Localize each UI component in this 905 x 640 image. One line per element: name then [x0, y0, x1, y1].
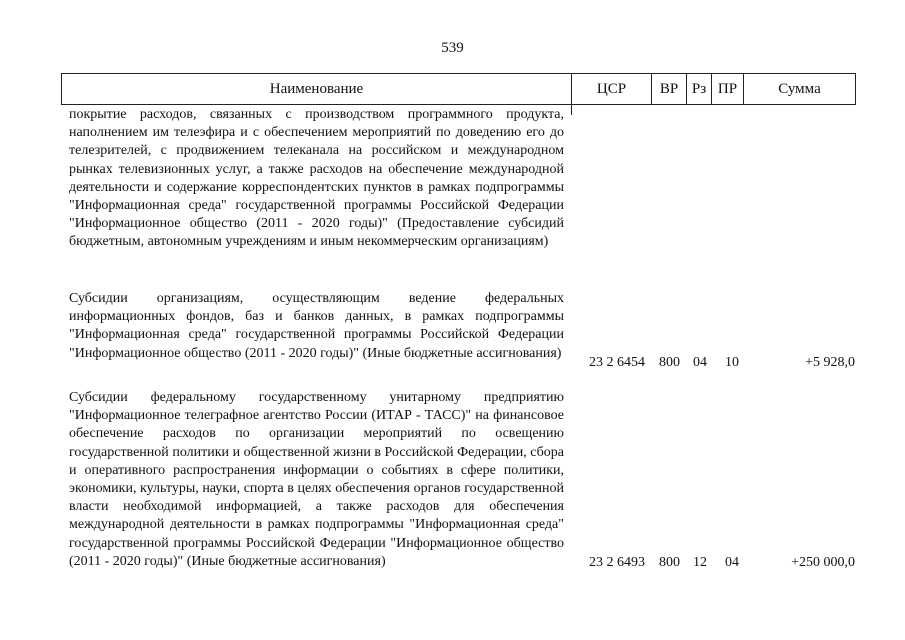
row-pr: 04	[725, 555, 739, 570]
column-divider	[571, 105, 572, 115]
row-name: покрытие расходов, связанных с производством программного продукта, наполнением им телеэфира и с обеспечением мероприятий по доведению его до телезрителей, с продвижением телеканала на российском и международном рынках телевизионных услуг, а также расходов на обеспечение международной деятельности и содержание корреспондентских пунктов в рамках подпрограммы "Информационная среда" государственной программы Российской Федерации "Информационное общество (2011 - 2020 годы)" (Предоставление субсидий бюджетным, автономным учреждениям и иным некоммерческим организациям)	[69, 107, 564, 250]
row-vr: 800	[659, 555, 680, 570]
header-name: Наименование	[62, 74, 572, 104]
header-sum: Сумма	[778, 81, 821, 97]
row-sum: +250 000,0	[791, 555, 855, 570]
table-row	[69, 106, 564, 252]
row-csr: 23 2 6493	[589, 555, 645, 570]
row-rz: 04	[693, 355, 707, 370]
header-csr: ЦСР	[572, 74, 652, 104]
table-header	[61, 73, 856, 105]
row-rz: 12	[693, 555, 707, 570]
row-name: Субсидии организациям, осуществляющим ведение федеральных информационных фондов, баз и банков данных, в рамках подпрограммы "Информационная среда" государственной программы Российской Федерации "Информационное общество (2011 - 2020 годы)" (Иные бюджетные ассигнования)	[69, 291, 564, 361]
header-vr: ВР	[652, 74, 687, 104]
table-row	[69, 290, 564, 363]
row-csr: 23 2 6454	[589, 355, 645, 370]
header-rz: Рз	[687, 74, 712, 104]
page-number: 539	[441, 40, 464, 56]
row-name: Субсидии федеральному государственному унитарному предприятию "Информационное телеграфное агентство России (ИТАР - ТАСС)" на финансовое обеспечение расходов по организации мероприятий по освещению государственной политики и общественной жизни в Российской Федерации, сбора и оперативного распространения информации о событиях в сфере политики, экономики, культуры, науки, спорта в целях обеспечения органов государственной власти необходимой информацией, а также расходов для обеспечения международной деятельности в рамках подпрограммы "Информационная среда" государственной программы Российской Федерации "Информационное общество (2011 - 2020 годы)" (Иные бюджетные ассигнования)	[69, 390, 564, 569]
row-vr: 800	[659, 355, 680, 370]
table-row	[69, 389, 564, 571]
row-sum: +5 928,0	[805, 355, 855, 370]
row-pr: 10	[725, 355, 739, 370]
header-pr: ПР	[712, 74, 744, 104]
